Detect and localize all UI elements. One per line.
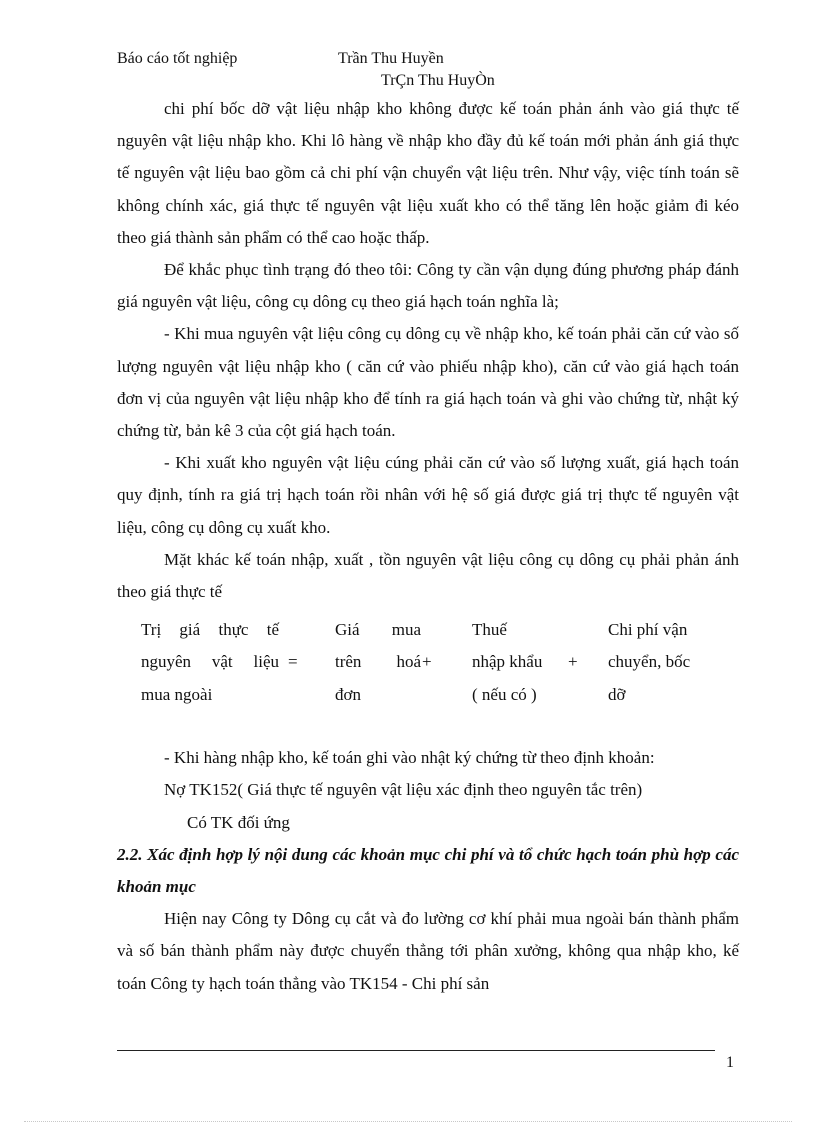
- formula-term1-line3: mua ngoài: [141, 684, 213, 704]
- formula-term-tax: [472, 614, 562, 711]
- formula-term4-line3: dỡ: [608, 684, 626, 704]
- formula-plus-1: +: [422, 652, 432, 672]
- paragraph-5: Mặt khác kế toán nhập, xuất , tồn nguyên vật liệu công cụ dông cụ phải phản ánh theo giá thực tế: [117, 549, 739, 602]
- cost-formula: [117, 614, 739, 710]
- paragraph-2: Để khắc phục tình trạng đó theo tôi: Công ty cần vận dụng đúng phương pháp đánh giá nguyên vật liệu, công cụ dông cụ theo giá hạch toán nghĩa là;: [117, 260, 739, 312]
- paragraph-6: Hiện nay Công ty Dông cụ cắt và đo lường cơ khí phải mua ngoài bán thành phẩm và số bán thành phẩm này được chuyển thẳng tới phân xưởng, không qua nhập kho, kế toán Công ty hạch toán thẳng vào TK154 - Chi phí sản: [117, 909, 739, 993]
- formula-term2-line3: đơn: [335, 684, 361, 704]
- header-author: Trần Thu Huyền: [338, 50, 444, 67]
- footer-rule: [117, 1050, 715, 1051]
- page-number: 1: [726, 1054, 734, 1071]
- formula-plus-2: +: [568, 652, 578, 672]
- paragraph-4: - Khi xuất kho nguyên vật liệu cúng phải căn cứ vào số lượng xuất, giá hạch toán quy định, tính ra giá trị hạch toán rồi nhân với hệ số giá được giá trị thực tế nguyên vật liệu, công cụ dông cụ xuất kho.: [117, 453, 739, 537]
- entry-line-3: Có TK đối ứng: [187, 812, 290, 832]
- formula-term2-line2: trên hoá: [335, 652, 421, 672]
- formula-term3-line2: nhập khẩu: [472, 652, 543, 672]
- formula-term4-line2: chuyển, bốc: [608, 652, 691, 672]
- formula-term1-line1: Trị giá thực tế: [141, 620, 279, 640]
- entry-line-2: Nợ TK152( Giá thực tế nguyên vật liệu xác định theo nguyên tắc trên): [164, 780, 643, 800]
- entry-line-1: - Khi hàng nhập kho, kế toán ghi vào nhật ký chứng từ theo định khoản:: [164, 748, 655, 768]
- formula-term-value: [141, 614, 279, 711]
- header-author-garbled: TrÇn Thu HuyÒn: [381, 72, 495, 89]
- paragraph-3: - Khi mua nguyên vật liệu công cụ dông cụ về nhập kho, kế toán phải căn cứ vào số lượng nguyên vật liệu nhập kho ( căn cứ vào phiếu nhập kho), căn cứ vào giá hạch toán đơn vị của nguyên vật liệu nhập kho để tính ra giá hạch toán và ghi vào chứng từ, nhật ký chứng từ, bản kê 3 của cột giá hạch toán.: [117, 324, 739, 441]
- section-heading: 2.2. Xác định hợp lý nội dung các khoản mục chi phí và tổ chức hạch toán phù hợp các khoản mục: [117, 844, 739, 897]
- body-text: [117, 93, 739, 1000]
- formula-term3-line3: ( nếu có ): [472, 684, 537, 704]
- formula-term4-line1: Chi phí vận: [608, 620, 688, 640]
- formula-term1-line2: nguyên vật liệu: [141, 652, 279, 672]
- page-bottom-edge: [24, 1121, 792, 1122]
- formula-term-price: [335, 614, 421, 711]
- formula-equals: =: [288, 652, 298, 672]
- formula-term2-line1: Giá mua: [335, 620, 421, 640]
- header-title: Báo cáo tốt nghiệp: [117, 50, 238, 67]
- formula-term3-line1: Thuế: [472, 620, 507, 640]
- paragraph-1: chi phí bốc dỡ vật liệu nhập kho không được kế toán phản ánh vào giá thực tế nguyên vật liệu nhập kho. Khi lô hàng về nhập kho đầy đủ kế toán mới phản ánh giá thực tế nguyên vật liệu bao gồm cả chi phí vận chuyển vật liệu trên. Như vậy, việc tính toán sẽ không chính xác, giá thực tế nguyên vật liệu xuất kho có thể tăng lên hoặc giảm đi kéo theo giá thành sản phẩm có thể cao hoặc thấp.: [117, 99, 739, 247]
- formula-term-transport: [608, 614, 718, 711]
